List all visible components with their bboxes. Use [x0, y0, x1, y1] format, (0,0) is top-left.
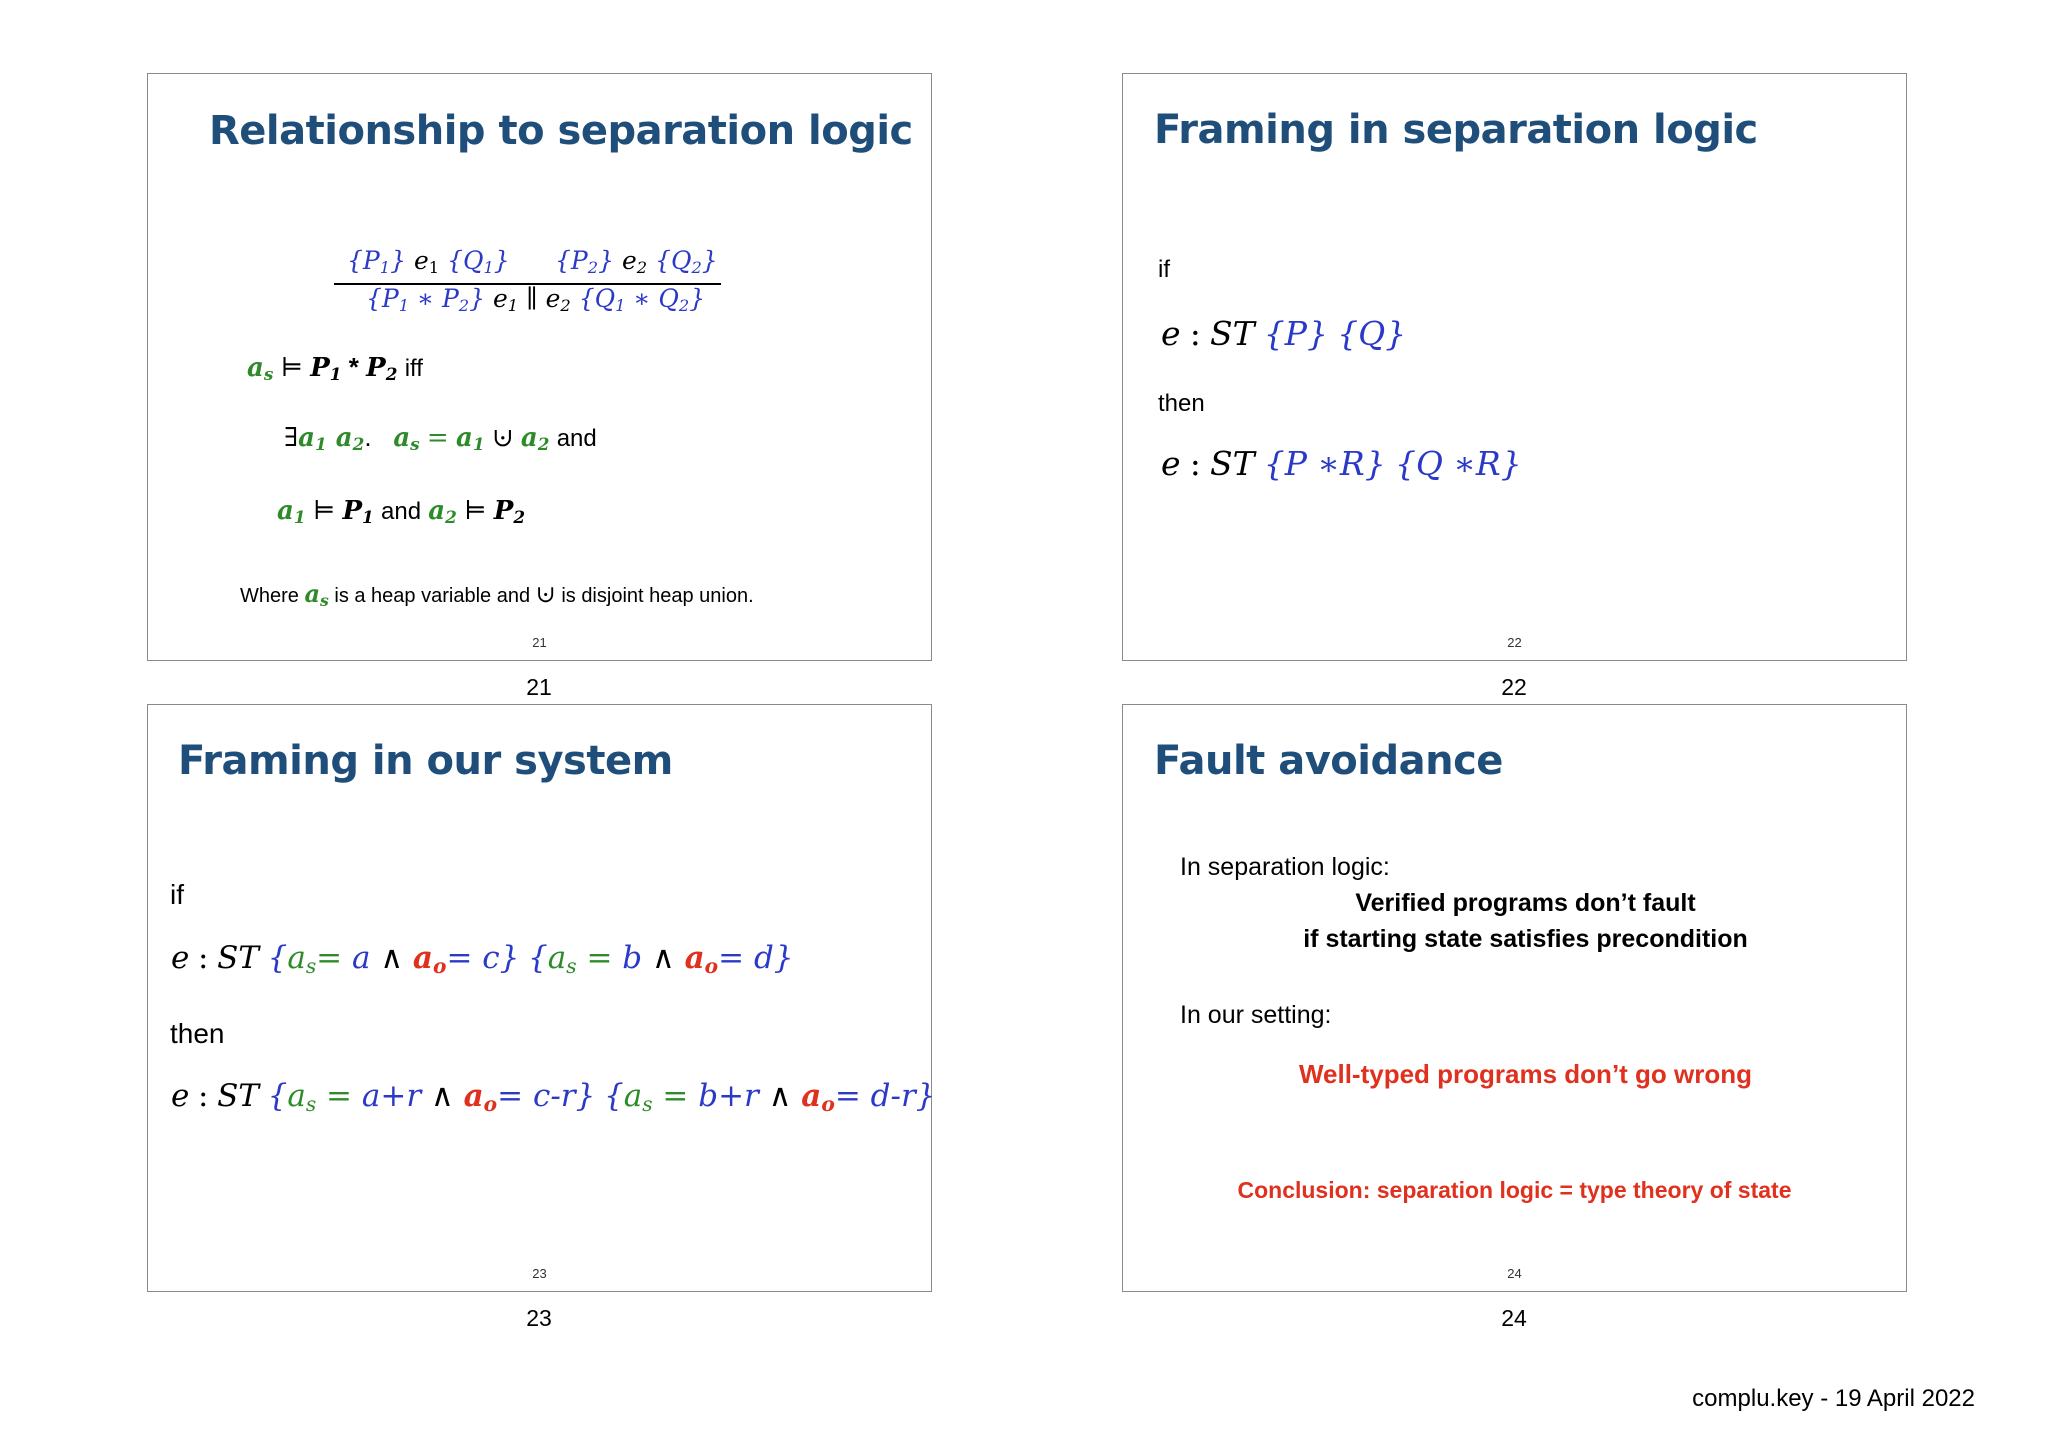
line-4: In our setting: — [1180, 1001, 1332, 1029]
line-1: In separation logic: — [1180, 853, 1390, 881]
then-text: then — [1158, 390, 1205, 417]
if-text: if — [1158, 256, 1170, 283]
page-label-22: 22 — [1501, 674, 1527, 700]
line-3: if starting state satisfies precondition — [1303, 925, 1748, 953]
iff-text: iff — [404, 355, 423, 382]
and-text: and — [556, 425, 597, 452]
slide-number: 23 — [532, 1266, 547, 1281]
line-5: Well-typed programs don’t go wrong — [1298, 1059, 1753, 1089]
note-line: Where $a_s$ is a heap variable and ⊍ is disjoint heap union. — [240, 579, 754, 610]
slide-24 — [1122, 704, 1907, 1292]
if-text: if — [170, 879, 184, 910]
premise-judgement: e : ST {$a_s= a$ ∧ $a_o= c$} {$a_s = b$ ∧ $a_o= d$} — [171, 940, 794, 979]
sat-line: $a_s$ ⊨ $P_1 * P_2$ iff — [247, 352, 423, 385]
footer-text: complu.key - 19 April 2022 — [1692, 1385, 1975, 1412]
rule-premise-2: $\{P_2\}$ $e_2$ $\{Q_2\}$ — [555, 246, 718, 278]
slide-title: Framing in our system — [178, 738, 673, 784]
slide-21 — [147, 73, 932, 661]
slide-number: 21 — [532, 635, 547, 650]
slide-title: Relationship to separation logic — [209, 108, 913, 154]
note-mid: is a heap variable and — [334, 585, 531, 607]
note-where: Where — [240, 585, 299, 607]
line-6: Conclusion: separation logic = type theory of state — [1237, 1177, 1792, 1203]
slide-title: Fault avoidance — [1154, 738, 1503, 784]
slide-22 — [1122, 73, 1907, 661]
slide-title: Framing in separation logic — [1154, 107, 1758, 153]
line-2: Verified programs don’t fault — [1355, 889, 1696, 917]
exists-line: $\exists a_1$ $a_2$. $a_s = a_1$ ⊍ $a_2$ and — [284, 422, 597, 455]
conclusion-judgement: e : ST {P ∗R} {Q ∗R} — [1161, 444, 1522, 483]
rule-premise-1: $\{P_1\}$ $e_1$ $\{Q_1\}$ — [347, 246, 510, 278]
premise-judgement: e : ST {P} {Q} — [1161, 314, 1407, 353]
and-text-2: and — [381, 498, 422, 525]
slide-number: 22 — [1507, 635, 1522, 650]
page-label-21: 21 — [526, 674, 552, 700]
page-label-23: 23 — [526, 1305, 552, 1331]
slide-number: 24 — [1507, 1266, 1522, 1281]
page-label-24: 24 — [1501, 1305, 1527, 1331]
conclusion-judgement: e : ST {$a_s = a+r$ ∧ $a_o= c-r$} {$a_s = b+r$ ∧ $a_o= d-r$} — [171, 1078, 936, 1117]
note-end: is disjoint heap union. — [561, 585, 754, 607]
slide-23 — [147, 704, 936, 1292]
rule-conclusion: {$P_1$ ∗ $P_2$} $e_1$ ∥ $e_2$ {$Q_1$ ∗ $Q_2$} — [366, 284, 706, 316]
then-text: then — [170, 1018, 225, 1049]
and-line: $a_1$ ⊨ $P_1$ and $a_2$ ⊨ $P_2$ — [277, 496, 526, 528]
